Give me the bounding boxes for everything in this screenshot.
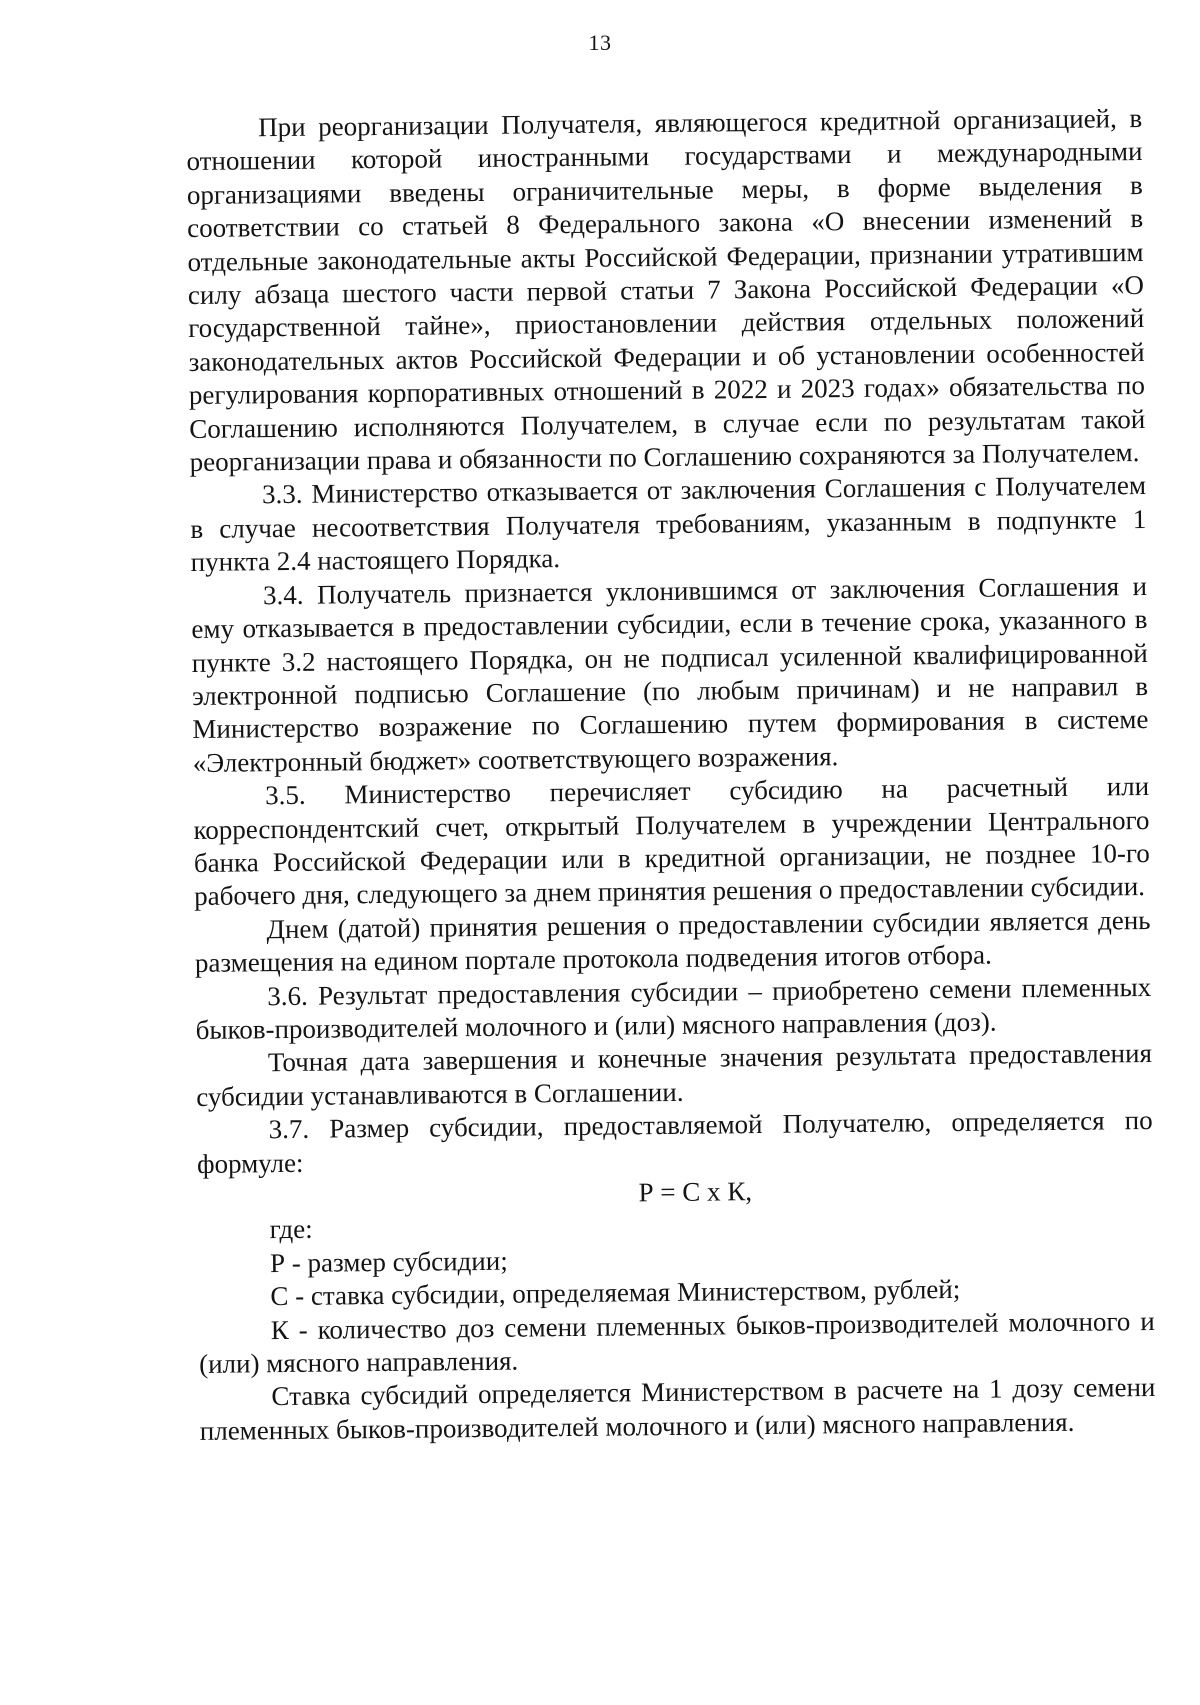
definition-k: К - количество доз семени племенных быков-производителей молочного и (или) мясного направления. bbox=[198, 1305, 1155, 1379]
paragraph-3-3: 3.3. Министерство отказывается от заключения Соглашения с Получателем в случае несоответствия Получателя требованиям, указанным в подпункте 1 пункта 2.4 настоящего Порядка. bbox=[190, 470, 1147, 578]
subsidy-formula: Р = С х К, bbox=[638, 1176, 753, 1208]
where-label: где: bbox=[269, 1214, 313, 1245]
paragraph-result-date: Точная дата завершения и конечные значения результата предоставления субсидии устанавливаются в Соглашении. bbox=[196, 1038, 1153, 1112]
paragraph-3-5: 3.5. Министерство перечисляет субсидию на расчетный или корреспондентский счет, открытый Получателем в учреждении Центрального банка Российской Федерации или в кредитной организации, не позднее 10-го рабочего дня, следующего за днем принятия решения о предоставлении субсидии. bbox=[193, 771, 1150, 912]
paragraph-3-4: 3.4. Получатель признается уклонившимся от заключения Соглашения и ему отказывается в предоставлении субсидии, если в течение срока, указанного в пункте 3.2 настоящего Порядка, он не подписал усиленной квалифицированной электронной подписью Соглашение (по любым причинам) и не направил в Министерство возражение по Соглашению путем формирования в системе «Электронный бюджет» соответствующего возражения. bbox=[191, 570, 1149, 778]
paragraph-3-7: 3.7. Размер субсидии, предоставляемой Получателю, определяется по формуле: bbox=[196, 1105, 1153, 1179]
definition-c: С - ставка субсидии, определяемая Министерством, рублей; bbox=[270, 1274, 961, 1312]
paragraph-reorganization: При реорганизации Получателя, являющегося кредитной организацией, в отношении которой иностранными государствами и международными организациями введены ограничительные меры, в форме выделения в соответствии со статьей 8 Федерального закона «О внесении изменений в отдельные законодательные акты Российской Федерации, признании утратившим силу абзаца шестого части первой статьи 7 Закона Российской Федерации «О государственной тайне», приостановлении действия отдельных положений законодательных актов Российской Федерации и об установлении особенностей регулирования корпоративных отношений в 2022 и 2023 годах» обязательства по Соглашению исполняются Получателем, в случае если по результатам такой реорганизации права и обязанности по Соглашению сохраняются за Получателем. bbox=[186, 102, 1146, 478]
paragraph-3-6: 3.6. Результат предоставления субсидии – приобретено семени племенных быков-производителей молочного и (или) мясного направления (доз). bbox=[195, 971, 1152, 1045]
definition-p: Р - размер субсидии; bbox=[269, 1245, 508, 1278]
paragraph-decision-date: Днем (датой) принятия решения о предоставлении субсидии является день размещения на едином портале протокола подведения итогов отбора. bbox=[194, 904, 1151, 979]
paragraph-rate: Ставка субсидий определяется Министерством в расчете на 1 дозу семени племенных быков-производителей молочного и (или) мясного направления. bbox=[199, 1372, 1156, 1446]
page-number: 13 bbox=[588, 30, 612, 55]
document-body bbox=[186, 102, 1156, 1448]
